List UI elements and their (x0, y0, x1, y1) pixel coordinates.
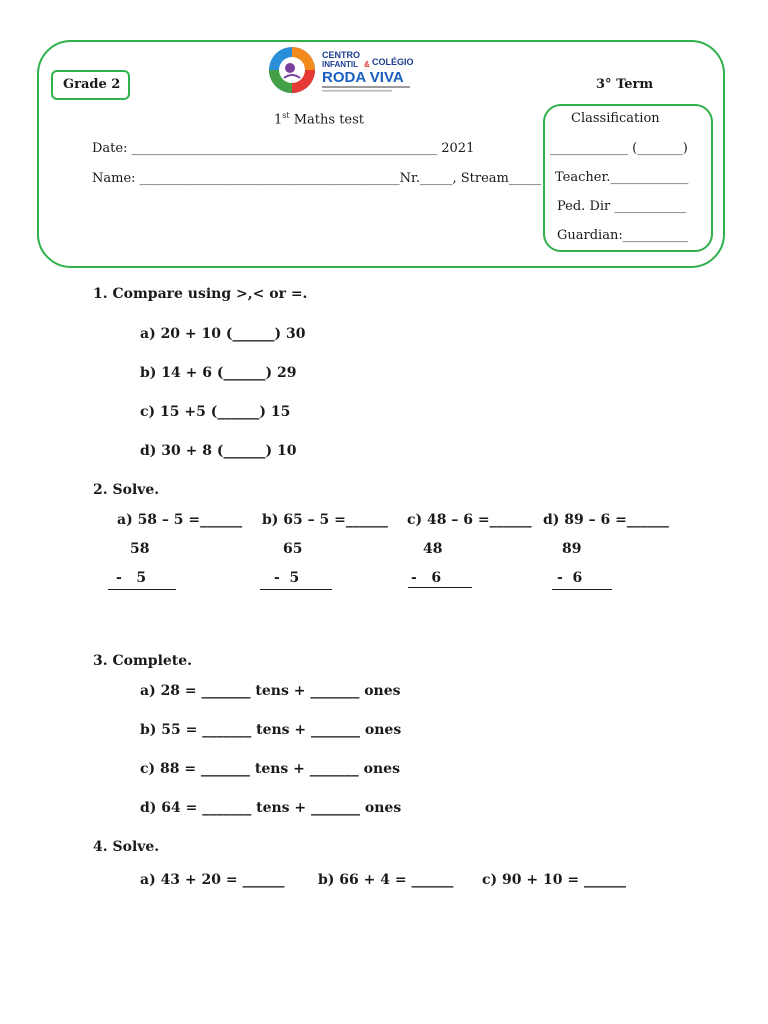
logo-amp: & (364, 60, 370, 69)
classification-title: Classification (571, 111, 660, 126)
roda-viva-logo-icon (269, 47, 315, 93)
q4-title: 4. Solve. (93, 839, 160, 855)
q3-item-a[interactable]: a) 28 = _______ tens + _______ ones (140, 683, 401, 699)
q4-item-c[interactable]: c) 90 + 10 = ______ (482, 872, 626, 888)
date-year: 2021 (441, 141, 475, 156)
q2-item-b[interactable]: b) 65 – 5 =______ (262, 512, 388, 528)
stream-field[interactable]: _____ (508, 171, 542, 186)
teacher-signature[interactable]: Teacher.____________ (555, 170, 689, 185)
date-row (92, 141, 474, 156)
q2-item-c[interactable]: c) 48 – 6 =______ (407, 512, 532, 528)
q2-item-a[interactable]: a) 58 – 5 =______ (117, 512, 243, 528)
q2-b-minuend: 65 (283, 541, 303, 557)
q2-title: 2. Solve. (93, 482, 160, 498)
test-ordinal-suffix: st (282, 111, 290, 120)
nr-label: Nr. (399, 171, 420, 186)
name-field[interactable]: ________________________________________ (139, 171, 400, 186)
logo-name: RODA VIVA (322, 69, 404, 86)
q2-d-answer-line[interactable] (552, 589, 612, 590)
logo-line1: CENTRO (322, 50, 360, 60)
q2-item-d[interactable]: d) 89 – 6 =______ (543, 512, 669, 528)
name-row (92, 171, 541, 186)
ped-dir-signature[interactable]: Ped. Dir ___________ (557, 199, 686, 214)
q2-d-minuend: 89 (562, 541, 582, 557)
q3-item-c[interactable]: c) 88 = _______ tens + _______ ones (140, 761, 400, 777)
test-ordinal: 1 (274, 112, 283, 128)
q1-title: 1. Compare using >,< or =. (93, 286, 308, 302)
q1-item-d[interactable]: d) 30 + 8 (______) 10 (140, 443, 297, 459)
q4-item-a[interactable]: a) 43 + 20 = ______ (140, 872, 285, 888)
q3-title: 3. Complete. (93, 653, 193, 669)
q2-a-answer-line[interactable] (108, 589, 176, 590)
q2-b-answer-line[interactable] (260, 589, 332, 590)
q3-item-b[interactable]: b) 55 = _______ tens + _______ ones (140, 722, 402, 738)
q2-d-subtrahend: - 6 (557, 570, 583, 586)
q1-item-a[interactable]: a) 20 + 10 (______) 30 (140, 326, 306, 342)
q2-c-minuend: 48 (423, 541, 443, 557)
q2-a-subtrahend: - 5 (116, 570, 147, 586)
term-label: 3° Term (596, 77, 654, 92)
q2-b-subtrahend: - 5 (274, 570, 300, 586)
q1-item-b[interactable]: b) 14 + 6 (______) 29 (140, 365, 297, 381)
grade-box (51, 70, 130, 100)
q2-c-subtrahend: - 6 (411, 570, 442, 586)
grade-label: Grade 2 (63, 77, 121, 92)
q4-item-b[interactable]: b) 66 + 4 = ______ (318, 872, 454, 888)
logo-line2: INFANTIL (322, 60, 358, 69)
nr-field[interactable]: _____ (419, 171, 453, 186)
test-title-line (274, 111, 364, 127)
date-field[interactable]: _______________________________________________ (131, 141, 438, 156)
q1-item-c[interactable]: c) 15 +5 (______) 15 (140, 404, 291, 420)
q2-c-answer-line[interactable] (408, 587, 472, 588)
classification-score[interactable]: ____________ (_______) (550, 141, 688, 156)
q3-item-d[interactable]: d) 64 = _______ tens + _______ ones (140, 800, 402, 816)
stream-label: , Stream (452, 171, 509, 186)
guardian-signature[interactable]: Guardian:__________ (557, 228, 688, 243)
name-label: Name: (92, 171, 136, 186)
q2-a-minuend: 58 (130, 541, 150, 557)
logo-line3: COLÉGIO (372, 57, 414, 67)
school-logo (266, 44, 420, 96)
test-title: Maths test (293, 112, 365, 128)
date-label: Date: (92, 141, 128, 156)
